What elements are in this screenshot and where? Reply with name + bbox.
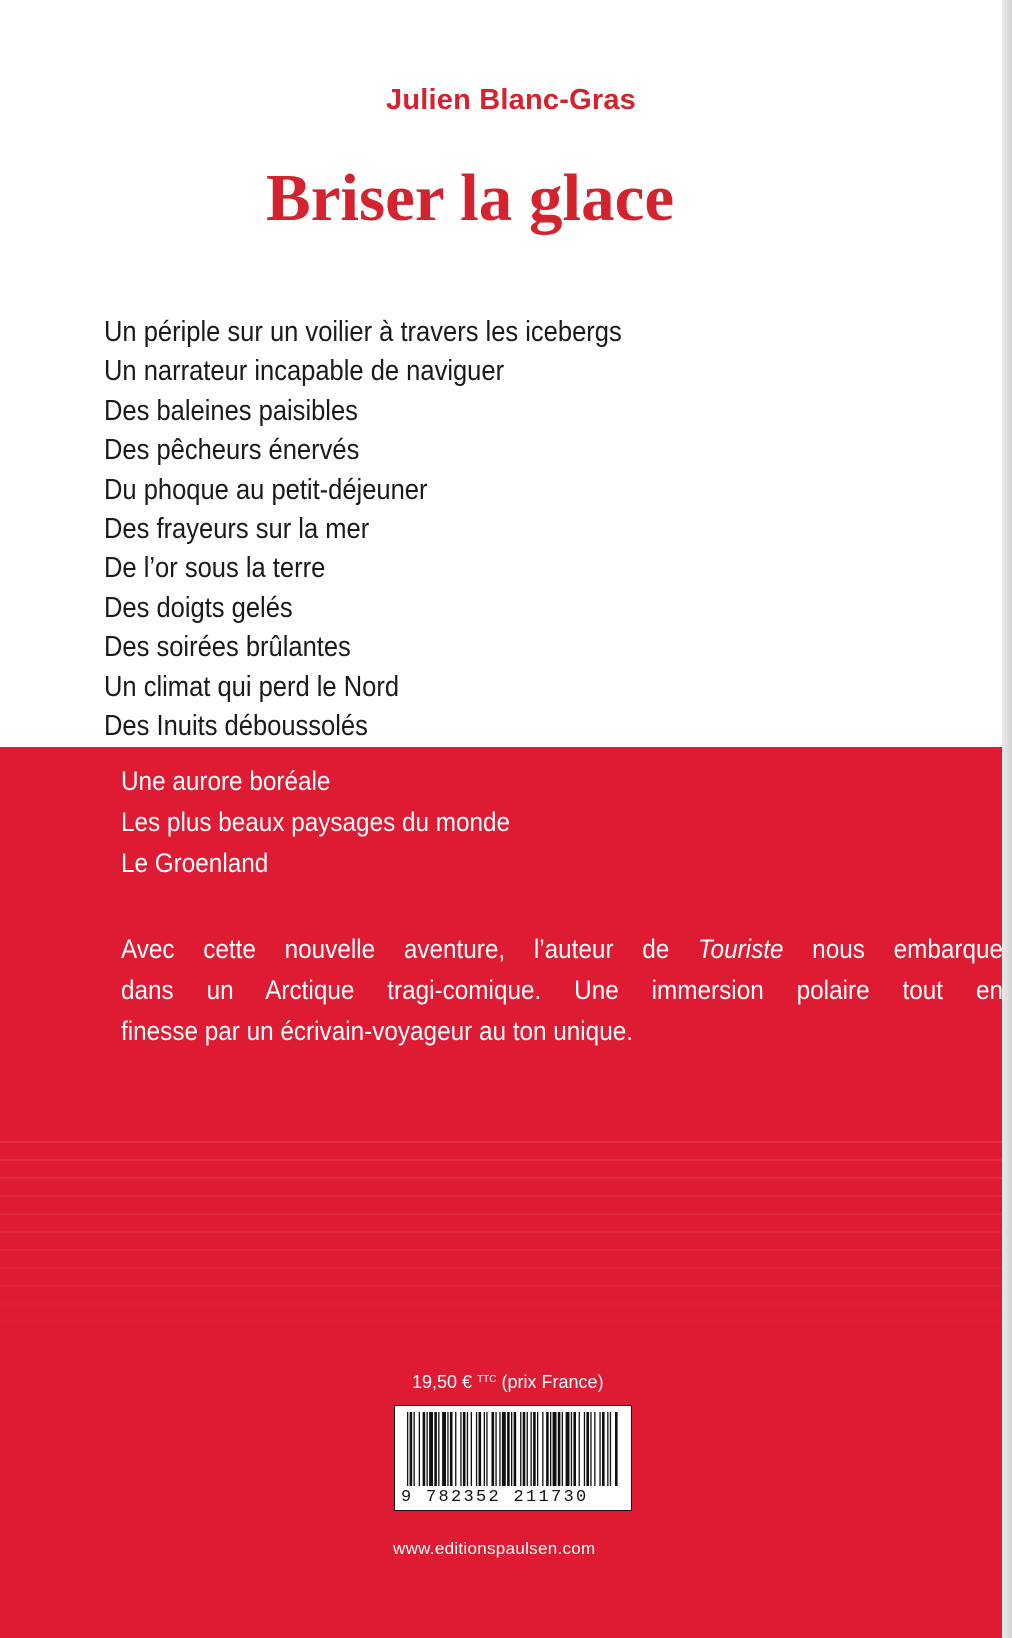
barcode-bar [479, 1412, 482, 1486]
barcode-bar [537, 1412, 538, 1486]
barcode-bar [484, 1412, 485, 1486]
barcode-bar [419, 1412, 420, 1486]
barcode-bar [573, 1412, 576, 1486]
barcode-bar [542, 1412, 543, 1486]
barcode-bar [450, 1412, 453, 1486]
barcode-bar [495, 1412, 496, 1486]
barcode-bar [531, 1412, 532, 1486]
tagline-list-white [104, 313, 622, 746]
barcode-bar [571, 1412, 572, 1486]
list-item: Un narrateur incapable de naviguer [104, 355, 505, 388]
blurb-line-1 [121, 929, 1003, 970]
list-item: Des frayeurs sur la mer [104, 513, 370, 546]
list-item: Le Groenland [121, 848, 269, 878]
barcode-bar [590, 1412, 591, 1486]
barcode-bar [562, 1412, 563, 1486]
barcode-bar [427, 1412, 428, 1486]
barcode-bar [434, 1412, 437, 1486]
book-title: Briser la glace [266, 161, 675, 235]
barcode-bar [438, 1412, 439, 1486]
barcode-bar [463, 1412, 466, 1486]
barcode-bar [455, 1412, 456, 1486]
list-item: Une aurore boréale [121, 766, 331, 796]
barcode-bar [533, 1412, 536, 1486]
blurb-text: Avec cette nouvelle aventure, l’auteur de [121, 934, 698, 964]
barcode-bar [607, 1412, 608, 1486]
barcode-bar [471, 1412, 472, 1486]
barcode-bar [423, 1412, 426, 1486]
barcode-bar [615, 1412, 618, 1486]
price-label [412, 1372, 604, 1393]
barcode-bar [467, 1412, 468, 1486]
barcode-bar [520, 1412, 521, 1486]
blurb-line-3: finesse par un écrivain-voyageur au ton unique. [121, 1016, 633, 1046]
list-item: De l’or sous la terre [104, 552, 326, 585]
list-item: Des doigts gelés [104, 591, 293, 624]
book-reference: Touriste [697, 934, 784, 964]
barcode-bar [550, 1412, 551, 1486]
barcode-bar [553, 1412, 557, 1486]
barcode-bar [602, 1412, 605, 1486]
tagline-list-red [121, 761, 510, 884]
publisher-website: www.editionspaulsen.com [393, 1539, 596, 1558]
barcode-bar [447, 1412, 448, 1486]
author-name: Julien Blanc-Gras [386, 84, 636, 116]
list-item: Un climat qui perd le Nord [104, 670, 400, 703]
barcode-bar [502, 1412, 506, 1486]
barcode-bar [414, 1412, 415, 1486]
list-item: Du phoque au petit-déjeuner [104, 473, 428, 506]
barcode-bar [527, 1412, 528, 1486]
barcode [394, 1405, 632, 1511]
list-item: Un périple sur un voilier à travers les icebergs [104, 316, 622, 348]
barcode-bar [579, 1412, 580, 1486]
barcode-bar [558, 1412, 561, 1486]
price-amount: 19,50 € [412, 1372, 473, 1392]
barcode-bar [511, 1412, 512, 1486]
price-tax: TTC [477, 1374, 497, 1385]
barcode-bar [460, 1412, 461, 1486]
barcode-bar [586, 1412, 589, 1486]
decorative-stripes [0, 1125, 1002, 1345]
barcode-bar [492, 1412, 495, 1486]
list-item: Des pêcheurs énervés [104, 434, 360, 467]
blurb-paragraph [121, 929, 1003, 1052]
barcode-bar [566, 1412, 570, 1486]
barcode-bar [476, 1412, 477, 1486]
price-note: (prix France) [501, 1372, 604, 1392]
barcode-bar [442, 1412, 446, 1486]
list-item: Des Inuits déboussolés [104, 710, 368, 743]
isbn-digits: 9 782352 211730 [401, 1488, 589, 1507]
barcode-bar [486, 1412, 487, 1486]
list-item: Des baleines paisibles [104, 394, 358, 427]
barcode-bar [610, 1412, 611, 1486]
barcode-bar [407, 1412, 408, 1486]
barcode-bar [499, 1412, 500, 1486]
barcode-bar [507, 1412, 510, 1486]
barcode-bar [514, 1412, 517, 1486]
page-edge [1002, 0, 1012, 1638]
barcode-bar [429, 1412, 433, 1486]
barcode-bar [594, 1412, 595, 1486]
barcode-bar [410, 1412, 413, 1486]
blurb-line-2: dans un Arctique tragi-comique. Une immersion polaire tout en [121, 975, 1003, 1005]
barcode-bar [599, 1412, 600, 1486]
blurb-text: nous embarque [783, 934, 1003, 964]
barcode-bars [405, 1412, 621, 1488]
list-item: Des soirées brûlantes [104, 631, 351, 664]
list-item: Les plus beaux paysages du monde [121, 807, 511, 837]
barcode-bar [523, 1412, 526, 1486]
barcode-bar [584, 1412, 585, 1486]
barcode-bar [546, 1412, 549, 1486]
